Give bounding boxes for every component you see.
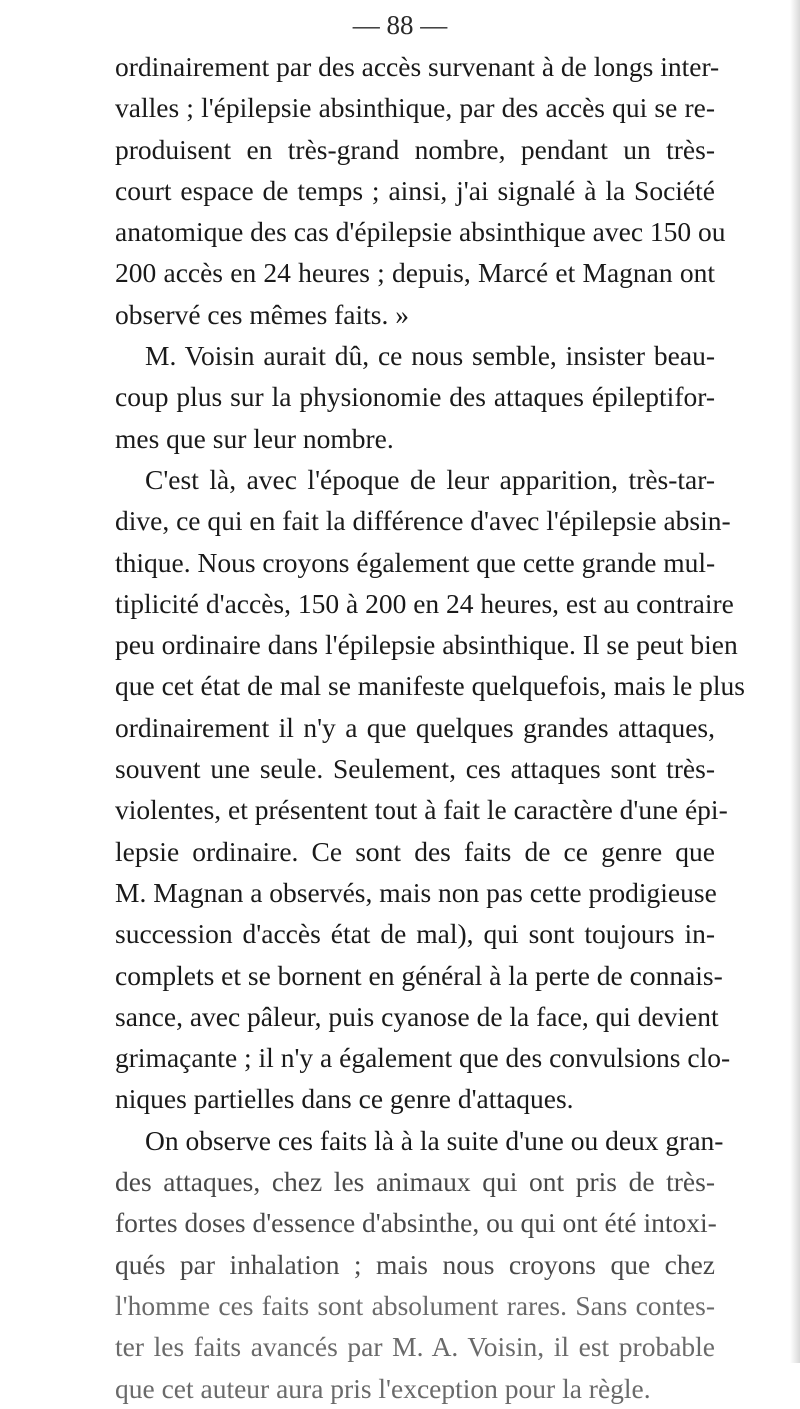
text-line: peu ordinaire dans l'épilepsie absinthique. Il se peut bien: [115, 629, 738, 661]
text-line: lepsie ordinaire. Ce sont des faits de ce genre que: [115, 835, 715, 867]
text-line: tiplicité d'accès, 150 à 200 en 24 heures, est au contraire: [115, 587, 734, 619]
text-line: M. Voisin aurait dû, ce nous semble, insister beau-: [145, 340, 715, 372]
text-line: court espace de temps ; ainsi, j'ai signalé à la Société: [115, 174, 715, 206]
text-line: ordinairement il n'y a que quelques grandes attaques,: [115, 711, 715, 743]
text-line: sance, avec pâleur, puis cyanose de la face, qui devient: [115, 1000, 719, 1032]
text-line: M. Magnan a observés, mais non pas cette prodigieuse: [115, 876, 717, 908]
text-line: mes que sur leur nombre.: [115, 422, 394, 454]
text-line: que cet auteur aura pris l'exception pour la règle.: [115, 1372, 651, 1404]
text-line: On observe ces faits là à la suite d'une ou deux gran-: [145, 1124, 724, 1156]
page-number: — 88 —: [352, 10, 448, 40]
text-line: souvent une seule. Seulement, ces attaques sont très-: [115, 753, 715, 785]
text-line: valles ; l'épilepsie absinthique, par des accès qui se re-: [115, 92, 715, 124]
text-line: anatomique des cas d'épilepsie absinthique avec 150 ou: [115, 216, 726, 248]
text-line: dive, ce qui en fait la différence d'avec l'épilepsie absin-: [115, 505, 731, 537]
text-line: C'est là, avec l'époque de leur apparition, très-tar-: [145, 463, 715, 495]
text-line: complets et se bornent en général à la perte de connais-: [115, 959, 723, 991]
text-line: observé ces mêmes faits. »: [115, 298, 410, 330]
text-line: succession d'accès état de mal), qui sont toujours in-: [115, 918, 715, 950]
text-line: des attaques, chez les animaux qui ont pris de très-: [115, 1166, 715, 1198]
text-line: fortes doses d'essence d'absinthe, ou qui ont été intoxi-: [115, 1207, 717, 1239]
text-line: qués par inhalation ; mais nous croyons que chez: [115, 1248, 715, 1280]
text-line: ter les faits avancés par M. A. Voisin, il est probable: [115, 1331, 715, 1363]
text-line: niques partielles dans ce genre d'attaques.: [115, 1083, 574, 1115]
text-line: grimaçante ; il n'y a également que des convulsions clo-: [115, 1042, 731, 1074]
text-line: violentes, et présentent tout à fait le caractère d'une épi-: [115, 794, 728, 826]
text-line: produisent en très-grand nombre, pendant un très-: [115, 133, 715, 165]
text-line: que cet état de mal se manifeste quelquefois, mais le plus: [115, 670, 746, 702]
text-line: l'homme ces faits sont absolument rares. Sans contes-: [115, 1289, 715, 1321]
body-text: [115, 46, 746, 1409]
page-edge-shadow: [790, 0, 800, 1363]
text-line: thique. Nous croyons également que cette grande mul-: [115, 546, 716, 578]
text-line: ordinairement par des accès survenant à de longs inter-: [115, 51, 720, 82]
text-line: coup plus sur la physionomie des attaques épileptifor-: [115, 381, 715, 413]
text-line: 200 accès en 24 heures ; depuis, Marcé et Magnan ont: [115, 257, 715, 289]
